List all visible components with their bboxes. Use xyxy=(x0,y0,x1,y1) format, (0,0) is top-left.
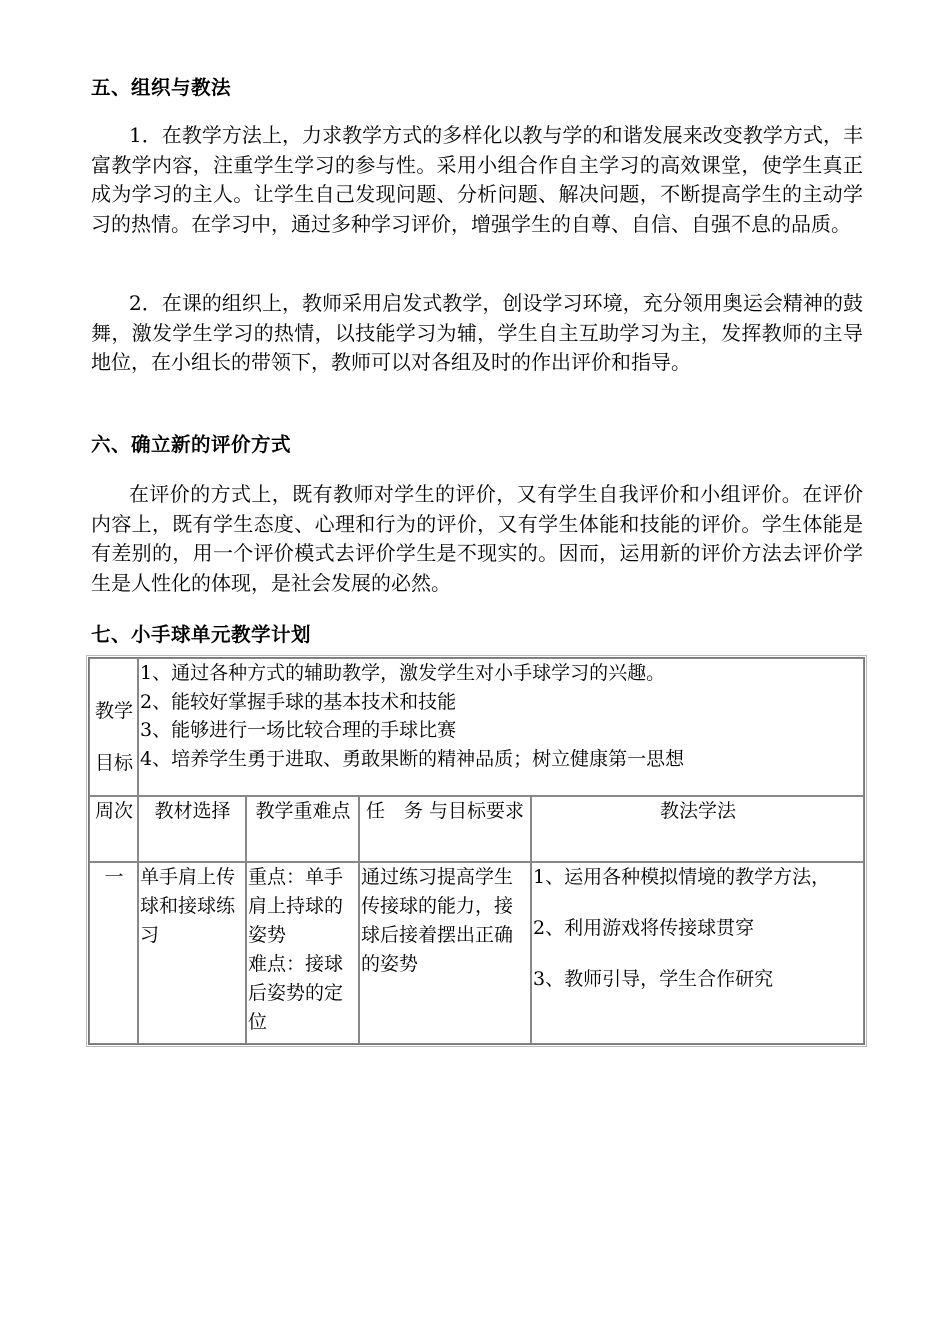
goals-label-line-2: 目标 xyxy=(94,752,133,774)
cell-method xyxy=(531,862,864,1044)
goals-row xyxy=(89,658,864,796)
difficulty-text: 难点：接球后姿势的定位 xyxy=(248,953,344,1033)
cell-material: 单手肩上传球和接球练习 xyxy=(138,862,246,1044)
cell-key-points xyxy=(246,862,359,1044)
unit-plan-table xyxy=(88,657,865,1045)
header-week: 周次 xyxy=(89,796,138,862)
section5-paragraph-2: 2．在课的组织上，教师采用启发式教学，创设学习环境，充分领用奥运会精神的鼓舞，激发学生学习的热情，以技能学习为辅，学生自主互助学习为主，发挥教师的主导地位，在小组长的带领下，教师可以对各组及时的作出评价和指导。 xyxy=(91,291,863,374)
method-item: 2、利用游戏将传接球贯穿 xyxy=(533,917,755,939)
section7-heading: 七、小手球单元教学计划 xyxy=(91,623,312,646)
method-item: 1、运用各种模拟情境的教学方法， xyxy=(533,866,831,888)
header-task: 任 务 与目标要求 xyxy=(359,796,531,862)
goals-cell xyxy=(138,658,864,796)
header-row xyxy=(89,796,864,862)
header-material: 教材选择 xyxy=(138,796,246,862)
section6-paragraph: 在评价的方式上，既有教师对学生的评价，又有学生自我评价和小组评价。在评价内容上，既有学生态度、心理和行为的评价，又有学生体能和技能的评价。学生体能是有差别的，用一个评价模式去评价学生是不现实的。因而，运用新的评价方法去评价学生是人性化的体现，是社会发展的必然。 xyxy=(91,482,863,595)
goals-label-cell xyxy=(89,658,138,796)
section5-paragraph-1: 1．在教学方法上，力求教学方式的多样化以教与学的和谐发展来改变教学方式，丰富教学内容，注重学生学习的参与性。采用小组合作自主学习的高效课堂，使学生真正成为学习的主人。让学生自己发现问题、分析问题、解决问题，不断提高学生的主动学习的热情。在学习中，通过多种学习评价，增强学生的自尊、自信、自强不息的品质。 xyxy=(91,123,863,236)
cell-task: 通过练习提高学生传接球的能力，接球后接着摆出正确的姿势 xyxy=(359,862,531,1044)
header-method: 教法学法 xyxy=(531,796,864,862)
goal-item: 1、通过各种方式的辅助教学，激发学生对小手球学习的兴趣。 xyxy=(140,662,666,684)
section5-heading: 五、组织与教法 xyxy=(91,76,232,99)
table-row xyxy=(89,862,864,1044)
goal-item: 4、培养学生勇于进取、勇敢果断的精神品质；树立健康第一思想 xyxy=(140,747,685,770)
section6-heading: 六、确立新的评价方式 xyxy=(91,433,292,456)
goals-label-line-1: 教学 xyxy=(94,700,133,722)
header-key-points: 教学重难点 xyxy=(246,796,359,862)
cell-week: 一 xyxy=(89,862,138,1044)
key-point-text: 重点：单手肩上持球的姿势 xyxy=(248,866,344,946)
method-item: 3、教师引导，学生合作研究 xyxy=(533,968,774,990)
goal-item: 3、能够进行一场比较合理的手球比赛 xyxy=(140,719,457,741)
goal-item: 2、能较好掌握手球的基本技术和技能 xyxy=(140,690,457,713)
